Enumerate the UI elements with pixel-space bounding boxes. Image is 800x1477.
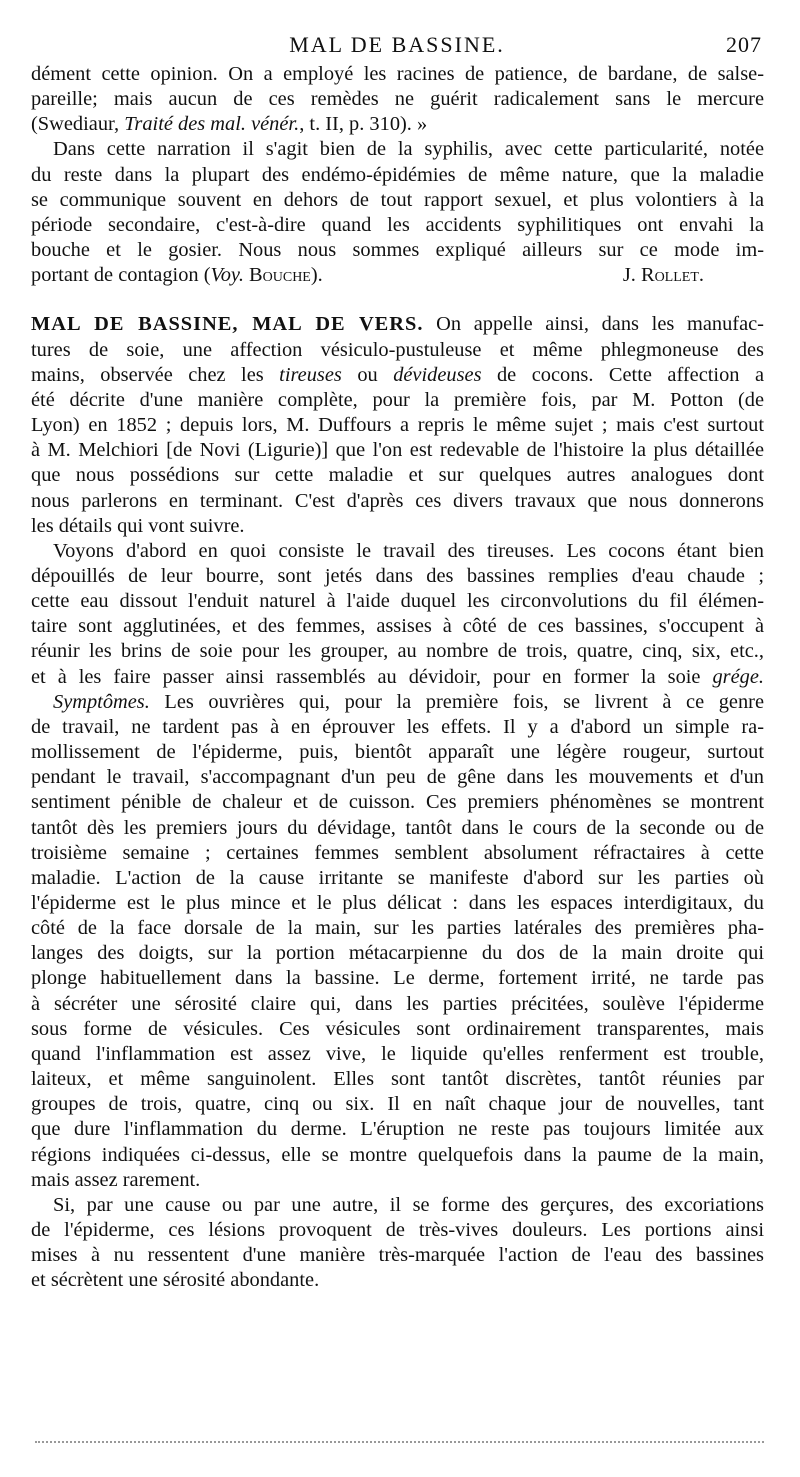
paragraph-tireuses (31, 539, 764, 690)
text-line: l'épiderme est le plus mince et le plus délicat : dans les espaces interdigitaux, du (31, 892, 764, 914)
entry-headword: MAL DE BASSINE, MAL DE VERS. (31, 313, 424, 336)
section-lead: Symptômes. (53, 690, 150, 713)
text-line: nous parlerons en terminant. C'est d'après ces divers travaux que nous donnerons (31, 489, 764, 512)
text-line: Si, par une cause ou par une autre, il se forme des gerçures, des excoriations (53, 1193, 764, 1216)
text-line: mains, observée chez les tireuses ou dévideuses de cocons. Cette affection a (31, 363, 765, 386)
text-line: côté de la face dorsale de la main, sur les parties latérales des premières pha- (31, 917, 764, 940)
text-line: Voyons d'abord en quoi consiste le travail des tireuses. Les cocons étant bien (53, 539, 764, 562)
running-header (32, 28, 762, 58)
text-line: et sécrètent une sérosité abondante. (31, 1269, 320, 1292)
text-line: période secondaire, c'est-à-dire quand les accidents syphilitiques ont envahi la (31, 213, 764, 236)
text-line: que nous possédions sur cette maladie et sur quelques autres analogues dont (31, 464, 764, 487)
running-title: MAL DE BASSINE. (289, 32, 505, 57)
body-text (31, 62, 764, 1294)
page-number: 207 (726, 32, 762, 57)
text-line: réunir les brins de soie pour les grouper, au nombre de trois, quatre, cinq, six, etc., (31, 640, 764, 663)
text-line: langes des doigts, sur la portion métacarpienne du dos de la main droite qui (31, 942, 764, 965)
text-line: à M. Melchiori [de Novi (Ligurie)] que l'on est redevable de l'histoire la plus détaillée (31, 439, 764, 462)
author-signature: J. Rollet. (622, 264, 704, 287)
text-line: bouche et le gosier. Nous nous sommes expliqué ailleurs sur ce mode im- (31, 239, 764, 262)
text-line: groupes de trois, quatre, cinq ou six. Il en naît chaque jour de nouvelles, tant (31, 1093, 764, 1116)
text-line: que dure l'inflammation du derme. L'éruption ne reste pas toujours limitée aux (31, 1118, 764, 1141)
text-line: tures de soie, une affection vésiculo-pustuleuse et même phlegmoneuse des (31, 338, 764, 361)
text-line: dépouillés de leur bourre, sont jetés dans des bassines remplies d'eau chaude ; (31, 564, 764, 587)
entry-mal-de-bassine (31, 312, 764, 538)
text-line: pendant le travail, s'accompagnant d'un peu de gêne dans les mouvements et d'un (31, 766, 764, 789)
text-line: plonge habituellement dans la bassine. Le derme, fortement irrité, ne tarde pas (31, 967, 764, 990)
text-line: du reste dans la plupart des endémo-épidémies de même nature, que la maladie (31, 163, 764, 186)
text-line: laiteux, et même sanguinolent. Elles sont tantôt discrètes, tantôt réunies par (31, 1068, 764, 1091)
section-gap (31, 288, 764, 312)
citation-ref: , t. II, p. 310). » (299, 113, 428, 136)
text-line: maladie. L'action de la cause irritante se manifeste d'abord sur les parties où (31, 866, 764, 889)
text-line: dément cette opinion. On a employé les racines de patience, de bardane, de salse- (31, 63, 764, 85)
text-line: mises à nu ressentent d'une manière très-marquée l'action de l'eau des bassines (31, 1244, 764, 1267)
paragraph-gercures (31, 1193, 764, 1294)
text-line: Symptômes. Les ouvrières qui, pour la première fois, se livrent à ce genre (53, 690, 764, 713)
text-line: de l'épiderme, ces lésions provoquent de très-vives douleurs. Les portions ainsi (31, 1219, 764, 1242)
text-line: sentiment pénible de chaleur et de cuisson. Ces premiers phénomènes se montrent (31, 791, 764, 814)
cross-reference: portant de contagion (Voy. Bouche). (31, 264, 323, 287)
text-line: tantôt dès les premiers jours du dévidage, tantôt dans le cours de la seconde ou de (31, 816, 764, 839)
citation-title: Traité des mal. vénér. (124, 113, 300, 136)
text-line: troisième semaine ; certaines femmes semblent absolument réfractaires à cette (31, 841, 764, 864)
text-line: les détails qui vont suivre. (31, 514, 245, 537)
paragraph-syphilis (31, 137, 764, 288)
text-line: été décrite d'une manière complète, pour la première fois, par M. Potton (de (31, 388, 764, 411)
text-line: quand l'inflammation est assez vive, le liquide qu'elles renferment est trouble, (31, 1042, 764, 1065)
text-line: se communique souvent en dehors de tout rapport sexuel, et plus volontiers à la (31, 188, 764, 211)
citation-author: (Swediaur, (31, 113, 125, 136)
text-line: mollissement de l'épiderme, puis, bientôt apparaît une légère rougeur, surtout (31, 741, 764, 764)
text-line: et à les faire passer ainsi rassemblés au dévidoir, pour en former la soie grége. (31, 665, 764, 688)
text-line (31, 112, 764, 137)
text-line: mais assez rarement. (31, 1168, 201, 1191)
text-line: cette eau dissout l'enduit naturel à l'aide duquel les circonvolutions du fil élémen- (31, 590, 764, 613)
text-line: pareille; mais aucun de ces remèdes ne guérit radicalement sans le mercure (31, 88, 764, 111)
text-line: MAL DE BASSINE, MAL DE VERS. On appelle ainsi, dans les manufac- (31, 313, 764, 336)
text-line: Lyon) en 1852 ; depuis lors, M. Duffours a repris le même sujet ; mais c'est surtout (31, 414, 764, 437)
text-line: sous forme de vésicules. Ces vésicules sont ordinairement transparentes, mais (31, 1017, 764, 1040)
text-line: régions indiquées ci-dessus, elle se montre quelquefois dans la paume de la main, (31, 1143, 764, 1166)
text-line: taire sont agglutinées, et des femmes, assises à côté de ces bassines, s'occupent à (31, 615, 764, 638)
text-line: à sécréter une sérosité claire qui, dans les parties précitées, soulève l'épiderme (31, 992, 764, 1015)
paragraph-continuation (31, 62, 764, 137)
paragraph-symptomes (31, 690, 764, 1193)
text-line-with-signature (31, 263, 764, 288)
text-line: de travail, ne tardent pas à en éprouver les effets. Il y a d'abord un simple ra- (31, 715, 764, 738)
text-line: Dans cette narration il s'agit bien de la syphilis, avec cette particularité, notée (53, 138, 764, 161)
footer-dotted-rule (35, 1441, 764, 1443)
